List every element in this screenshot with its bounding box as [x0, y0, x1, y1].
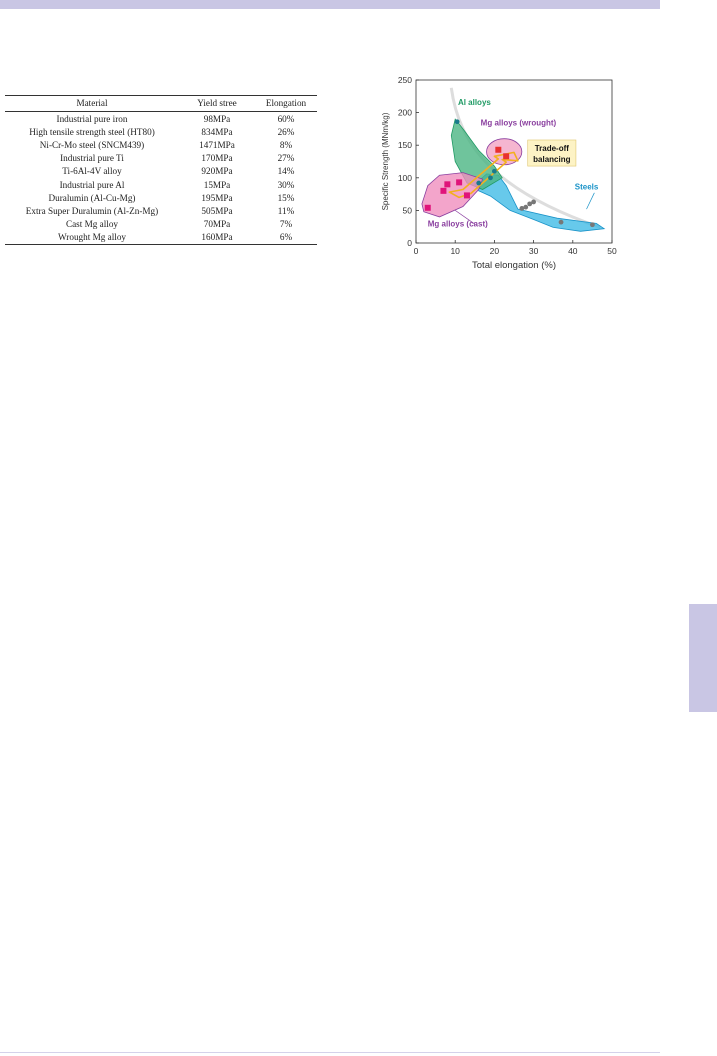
x-tick-label: 10 — [450, 246, 460, 256]
col-header-yield: Yield stree — [179, 96, 255, 112]
material-cell: Cast Mg alloy — [65, 219, 119, 230]
x-tick-label: 50 — [607, 246, 617, 256]
data-point — [425, 205, 431, 211]
data-point — [455, 119, 460, 124]
label-mg-cast: Mg alloys (cast) — [427, 219, 488, 229]
x-tick-label: 40 — [568, 246, 578, 256]
x-axis-title: Total elongation (%) — [472, 260, 556, 271]
data-point — [495, 147, 501, 153]
table-row — [5, 178, 317, 191]
col-header-material: Material — [5, 96, 179, 112]
header-bar — [0, 0, 660, 9]
elongation-cell: 14% — [277, 166, 295, 177]
table-row — [5, 204, 317, 217]
table-row — [5, 125, 317, 138]
data-point — [492, 169, 497, 174]
data-point — [444, 181, 450, 187]
materials-table — [5, 95, 317, 245]
elongation-cell: 60% — [277, 113, 295, 124]
data-point — [531, 200, 536, 205]
material-cell: Industrial pure iron — [56, 113, 128, 124]
strength-elongation-chart — [376, 72, 632, 282]
table-row — [5, 138, 317, 151]
data-point — [476, 181, 481, 186]
yield-cell: 920MPa — [201, 166, 233, 177]
table-header-row — [5, 96, 317, 112]
elongation-cell: 26% — [277, 126, 295, 137]
y-tick-label: 50 — [402, 205, 412, 216]
yield-cell: 195MPa — [201, 192, 233, 203]
trade-off-label-line1: Trade-off — [534, 143, 569, 153]
table-row — [5, 112, 317, 126]
trade-off-label-line2: balancing — [533, 154, 571, 164]
x-tick-label: 20 — [489, 246, 500, 256]
data-point — [503, 153, 509, 159]
label-al-alloys: Al alloys — [457, 97, 491, 107]
data-point — [456, 179, 462, 185]
data-point — [440, 188, 446, 194]
yield-cell: 834MPa — [201, 126, 233, 137]
table-row — [5, 165, 317, 178]
material-cell: High tensile strength steel (HT80) — [29, 126, 155, 137]
material-cell: Duralumin (Al-Cu-Mg) — [48, 192, 136, 203]
x-tick-label: 0 — [413, 246, 419, 256]
table-row — [5, 191, 317, 204]
data-point — [488, 175, 493, 180]
elongation-cell: 27% — [277, 153, 295, 164]
yield-cell: 1471MPa — [199, 139, 235, 150]
side-section-tab — [689, 604, 717, 712]
yield-cell: 505MPa — [201, 205, 233, 216]
y-axis-title: Specific Strength (MNm/kg) — [381, 112, 390, 211]
data-point — [523, 205, 528, 210]
col-header-elongation: Elongation — [255, 96, 317, 112]
data-point — [464, 192, 470, 198]
yield-cell: 15MPa — [203, 179, 231, 190]
material-cell: Wrought Mg alloy — [5, 231, 179, 245]
footer-line — [0, 1052, 660, 1053]
elongation-cell: 7% — [279, 219, 293, 230]
table-row — [5, 218, 317, 231]
table-row — [5, 231, 317, 245]
label-mg-wrought: Mg alloys (wrought) — [480, 118, 557, 128]
yield-cell: 98MPa — [203, 113, 231, 124]
y-tick-label: 150 — [397, 140, 412, 151]
elongation-cell: 30% — [277, 179, 295, 190]
table-row — [5, 152, 317, 165]
elongation-cell: 8% — [279, 139, 293, 150]
elongation-cell: 6% — [255, 231, 317, 245]
elongation-cell: 11% — [277, 205, 295, 216]
x-tick-label: 30 — [528, 246, 539, 256]
material-cell: Ti-6Al-4V alloy — [62, 166, 122, 177]
material-cell: Industrial pure Al — [59, 179, 125, 190]
y-tick-label: 200 — [397, 107, 412, 118]
material-cell: Ni-Cr-Mo steel (SNCM439) — [39, 139, 145, 150]
elongation-cell: 15% — [277, 192, 295, 203]
data-point — [590, 222, 595, 227]
y-tick-label: 100 — [397, 172, 412, 183]
yield-cell: 170MPa — [201, 153, 233, 164]
material-cell: Industrial pure Ti — [60, 153, 124, 164]
y-tick-label: 250 — [397, 75, 412, 85]
y-tick-label: 0 — [407, 238, 412, 248]
yield-cell: 70MPa — [203, 219, 231, 230]
yield-cell: 160MPa — [179, 231, 255, 245]
label-steels: Steels — [574, 182, 599, 192]
data-point — [559, 220, 564, 225]
material-cell: Extra Super Duralumin (Al-Zn-Mg) — [25, 205, 159, 216]
